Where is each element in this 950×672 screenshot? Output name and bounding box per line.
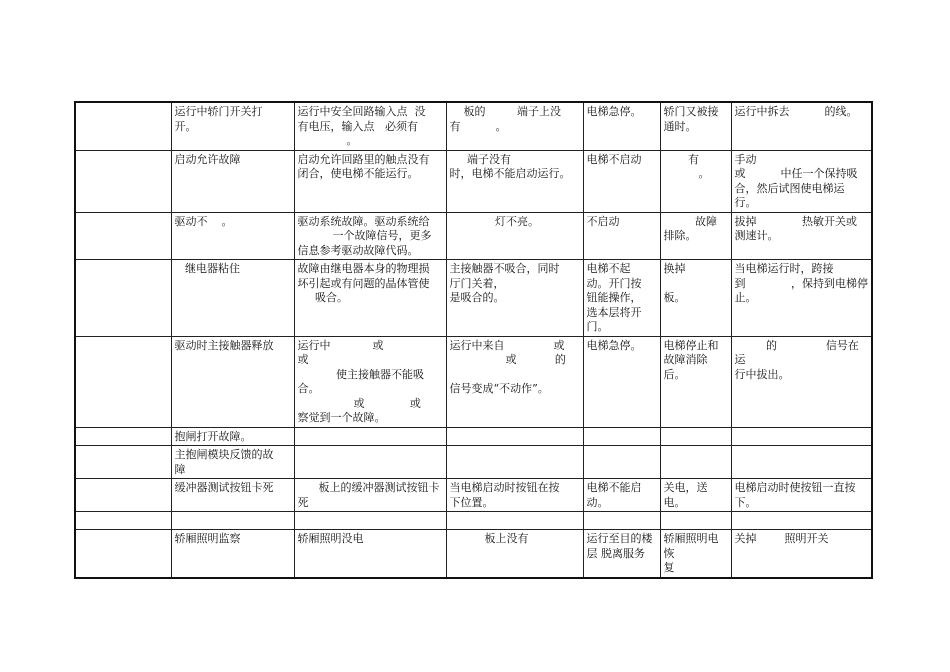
- code-cell: [75, 530, 171, 578]
- reaction-cell: [583, 530, 660, 578]
- reset-cell: [660, 260, 731, 337]
- reaction-cell: [583, 102, 660, 150]
- cause-cell: [446, 212, 583, 260]
- cell-text: 关掉 照明开关: [734, 532, 829, 545]
- code-cell: [75, 150, 171, 212]
- cell-text: 启动允许故障: [174, 152, 241, 166]
- description-cell: [294, 479, 446, 512]
- cell-text: 当电梯启动时按钮在按 下位置。: [449, 481, 560, 509]
- cell-text: 板上没有: [449, 532, 529, 545]
- reaction-cell: [583, 427, 660, 446]
- cell-text: 关电，送 电。: [663, 481, 708, 509]
- reaction-cell: [583, 512, 660, 530]
- cell-text: 电梯不启动: [586, 152, 642, 166]
- cell-text: 驱动不 。: [174, 214, 233, 228]
- cell-text: 缓冲器测试按钮卡死: [174, 481, 274, 494]
- description-cell: [294, 530, 446, 578]
- reset-cell: [660, 102, 731, 150]
- cell-text: 驱动系统故障。驱动系统给 一个故障信号，更多 信息参考驱动故障代码。: [297, 214, 432, 257]
- description-cell: [294, 512, 446, 530]
- cause-cell: [446, 446, 583, 479]
- cell-text: 电梯启动时使按钮一直按 下。: [734, 481, 856, 509]
- cell-text: 运行中来自 或 或 的 信号变成“不动作”。: [449, 338, 566, 395]
- test-cell: [731, 530, 872, 578]
- fault-name-cell: [171, 102, 294, 150]
- fault-table-body: [75, 102, 872, 578]
- cause-cell: [446, 150, 583, 212]
- cell-text: 抱闸打开故障。: [174, 429, 252, 443]
- table-row: [75, 427, 872, 446]
- reset-cell: [660, 427, 731, 446]
- cause-cell: [446, 260, 583, 337]
- reaction-cell: [583, 446, 660, 479]
- description-cell: [294, 427, 446, 446]
- table-row: [75, 150, 872, 212]
- code-cell: [75, 260, 171, 337]
- reaction-cell: [583, 336, 660, 427]
- cause-cell: [446, 336, 583, 427]
- cell-text: 手动 或 中任一个保持吸 合，然后试图使电梯运 行。: [734, 152, 858, 209]
- description-cell: [294, 446, 446, 479]
- cell-text: 主接触器不吸合，同时 厅门关着， 是吸合的。: [449, 262, 560, 304]
- code-cell: [75, 446, 171, 479]
- code-cell: [75, 102, 171, 150]
- fault-name-cell: [171, 427, 294, 446]
- cell-text: 有 。: [687, 152, 710, 180]
- cell-text: 电梯急停。: [586, 338, 642, 352]
- fault-name-cell: [171, 260, 294, 337]
- test-cell: [731, 102, 872, 150]
- cell-text: 电梯不能启 动。: [586, 481, 642, 509]
- cell-text: 电梯停止和 故障消除 后。: [663, 338, 719, 381]
- fault-table: [74, 101, 873, 579]
- cell-text: 拔掉 热敏开关或 测速计。: [734, 214, 857, 242]
- cell-text: 轿厢照明没电: [297, 532, 364, 545]
- test-cell: [731, 512, 872, 530]
- description-cell: [294, 260, 446, 337]
- fault-name-cell: [171, 336, 294, 427]
- cell-text: 板上的缓冲器测试按钮卡 死: [297, 481, 440, 509]
- fault-name-cell: [171, 212, 294, 260]
- code-cell: [75, 427, 171, 446]
- table-row: [75, 446, 872, 479]
- fault-name-cell: [171, 446, 294, 479]
- cell-text: 灯不亮。: [449, 214, 539, 228]
- table-row: [75, 479, 872, 512]
- reaction-cell: [583, 479, 660, 512]
- cell-text: 当电梯运行时，跨接 到 ，保持到电梯停 止。: [734, 262, 868, 304]
- reaction-cell: [583, 150, 660, 212]
- fault-name-cell: [171, 530, 294, 578]
- table-row: [75, 336, 872, 427]
- reset-cell: [660, 212, 731, 260]
- cell-text: 运行至目的楼 层 脱离服务: [586, 532, 653, 560]
- fault-name-cell: [171, 150, 294, 212]
- cell-text: 不启动: [586, 214, 620, 228]
- cause-cell: [446, 512, 583, 530]
- cell-text: 板的 端子上没 有 。: [449, 105, 561, 133]
- cause-cell: [446, 427, 583, 446]
- table-row: [75, 512, 872, 530]
- test-cell: [731, 336, 872, 427]
- table-row: [75, 260, 872, 337]
- reaction-cell: [583, 260, 660, 337]
- code-cell: [75, 336, 171, 427]
- cell-text: 轿厢照明电恢 复: [663, 532, 719, 574]
- cell-text: 换掉 板。: [663, 262, 686, 304]
- table-row: [75, 102, 872, 150]
- table-row: [75, 212, 872, 260]
- code-cell: [75, 479, 171, 512]
- fault-name-cell: [171, 512, 294, 530]
- cell-text: 轿厢照明监察: [174, 532, 241, 545]
- description-cell: [294, 150, 446, 212]
- cell-text: 轿门又被接 通时。: [663, 105, 719, 133]
- cell-text: 的 信号在运 行中拔出。: [734, 338, 859, 381]
- reset-cell: [660, 512, 731, 530]
- code-cell: [75, 212, 171, 260]
- description-cell: [294, 212, 446, 260]
- cell-text: 主抱闸模块反馈的故 障: [174, 448, 274, 476]
- cell-text: 端子没有 时，电梯不能启动运行。: [449, 152, 571, 180]
- cell-text: 继电器粘住: [174, 262, 240, 275]
- test-cell: [731, 427, 872, 446]
- description-cell: [294, 102, 446, 150]
- cell-text: 电梯急停。: [586, 105, 642, 118]
- reset-cell: [660, 446, 731, 479]
- cell-text: 启动允许回路里的触点没有 闭合，使电梯不能运行。: [297, 152, 430, 180]
- test-cell: [731, 150, 872, 212]
- fault-name-cell: [171, 479, 294, 512]
- test-cell: [731, 479, 872, 512]
- test-cell: [731, 446, 872, 479]
- test-cell: [731, 260, 872, 337]
- description-cell: [294, 336, 446, 427]
- cell-text: 电梯不起 动。开门按 钮能操作， 选本层将开 门。: [586, 262, 642, 333]
- cell-text: 运行中安全回路输入点 没 有电压，输入点 必须有 。: [297, 105, 426, 147]
- cell-text: 运行中拆去 的线。: [734, 105, 858, 118]
- cell-text: 驱动时主接触器释放: [174, 338, 274, 352]
- cell-text: 故障 排除。: [663, 214, 717, 242]
- cell-text: 故障由继电器本身的物理损 坏引起或有问题的晶体管使 吸合。: [297, 262, 430, 304]
- reset-cell: [660, 479, 731, 512]
- reset-cell: [660, 150, 731, 212]
- reset-cell: [660, 530, 731, 578]
- cell-text: 运行中 或 或 使主接触器不能吸 合。 或 或 察觉到一个故障。: [297, 338, 424, 424]
- cause-cell: [446, 479, 583, 512]
- reaction-cell: [583, 212, 660, 260]
- table-row: [75, 530, 872, 578]
- cause-cell: [446, 102, 583, 150]
- cell-text: 运行中轿门开关打 开。: [174, 105, 263, 133]
- test-cell: [731, 212, 872, 260]
- reset-cell: [660, 336, 731, 427]
- cause-cell: [446, 530, 583, 578]
- code-cell: [75, 512, 171, 530]
